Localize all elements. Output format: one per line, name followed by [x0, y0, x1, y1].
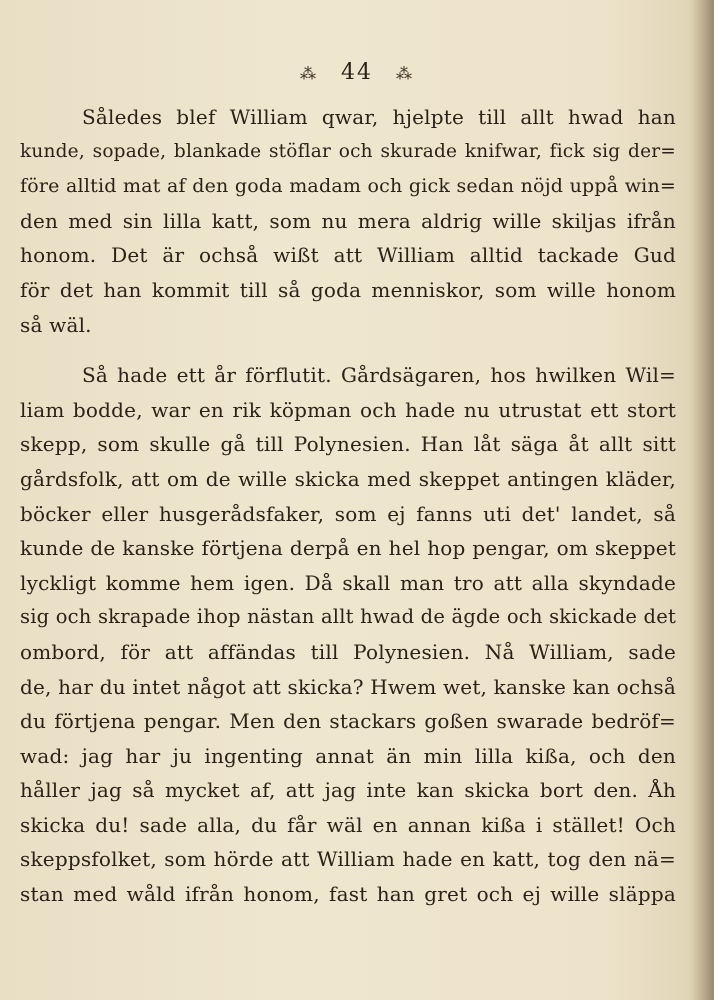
- text-line: honom. Det är ochså wißt att William alltid tackade Gud: [20, 243, 676, 268]
- text-line: de, har du intet något att skicka? Hwem wet, kanske kan ochså: [20, 674, 676, 699]
- text-line: den med sin lilla katt, som nu mera aldrig wille skiljas ifrån: [20, 208, 676, 233]
- ornament-right: ⁂: [396, 63, 414, 83]
- text-line: Så hade ett år förflutit. Gårdsägaren, hos hwilken Wil=: [82, 363, 676, 388]
- page-spine-shadow: [692, 0, 714, 1000]
- text-line: skeppsfolket, som hörde att William hade en katt, tog den nä=: [20, 847, 676, 872]
- text-line: för det han kommit till så goda menniskor, som wille honom: [20, 277, 676, 302]
- text-line: liam bodde, war en rik köpman och hade nu utrustat ett stort: [20, 397, 676, 422]
- text-line: gårdsfolk, att om de wille skicka med skeppet antingen kläder,: [20, 466, 676, 491]
- text-line: wad: jag har ju ingenting annat än min lilla kißa, och den: [20, 743, 676, 768]
- paragraph-1: [20, 100, 676, 342]
- text-line: kunde de kanske förtjena derpå en hel hop pengar, om skeppet: [20, 536, 676, 561]
- text-line: sig och skrapade ihop nästan allt hwad de ägde och skickade det: [20, 605, 676, 629]
- text-line: kunde, sopade, blankade stöflar och skurade knifwar, fick sig der=: [20, 140, 676, 162]
- page-header: [0, 60, 714, 85]
- text-line: så wäl.: [20, 312, 92, 337]
- text-line: skicka du! sade alla, du får wäl en annan kißa i stället! Och: [20, 812, 676, 837]
- body-text: [20, 100, 676, 912]
- text-line: skepp, som skulle gå till Polynesien. Han låt säga åt allt sitt: [20, 432, 676, 457]
- text-line: Således blef William qwar, hjelpte till allt hwad han: [82, 105, 676, 129]
- paragraph-2: [20, 358, 676, 912]
- page-number: 44: [341, 60, 373, 85]
- text-line: lyckligt komme hem igen. Då skall man tro att alla skyndade: [20, 570, 676, 595]
- text-line: du förtjena pengar. Men den stackars goßen swarade bedröf=: [20, 709, 676, 734]
- text-line: före alltid mat af den goda madam och gick sedan nöjd uppå win=: [20, 175, 676, 198]
- text-line: håller jag så mycket af, att jag inte kan skicka bort den. Åh: [20, 778, 676, 803]
- text-line: stan med wåld ifrån honom, fast han gret och ej wille släppa: [20, 882, 676, 907]
- ornament-left: ⁂: [300, 63, 318, 83]
- text-line: ombord, för att affändas till Polynesien. Nå William, sade: [20, 639, 676, 664]
- text-line: böcker eller husgerådsfaker, som ej fanns uti det' landet, så: [20, 501, 676, 526]
